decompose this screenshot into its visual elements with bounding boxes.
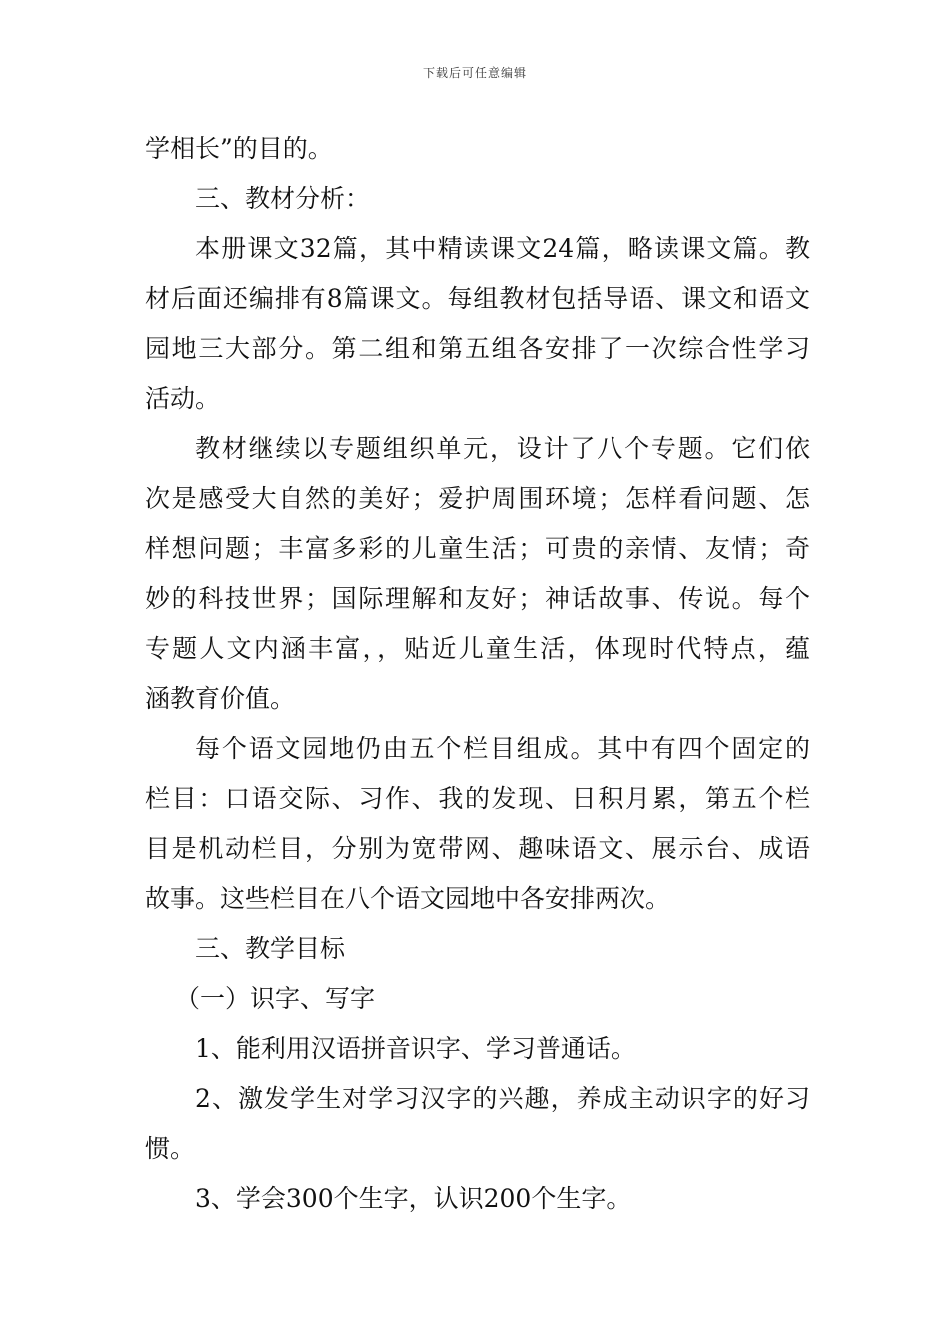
text-line: 目是机动栏目，分别为宽带网、趣味语文、展示台、成语 bbox=[145, 834, 810, 863]
paragraph-continuation bbox=[145, 124, 810, 174]
text-line: 专题人文内涵丰富，，贴近儿童生活，体现时代特点，蕴 bbox=[145, 634, 810, 663]
text-line: 1、能利用汉语拼音识字、学习普通话。 bbox=[195, 1034, 636, 1063]
paragraph-language-garden bbox=[145, 724, 810, 924]
text-line: 惯。 bbox=[145, 1134, 196, 1163]
subheading-line: （一）识字、写字 bbox=[175, 984, 376, 1013]
text-line: 妙的科技世界；国际理解和友好；神话故事、传说。每个 bbox=[145, 584, 810, 613]
document-body bbox=[145, 124, 810, 1224]
section-heading-teaching-goals bbox=[145, 924, 810, 974]
subheading-literacy-writing bbox=[145, 974, 810, 1024]
text-line: 本册课文32篇，其中精读课文24篇，略读课文篇。教 bbox=[195, 234, 810, 263]
text-line: 涵教育价值。 bbox=[145, 684, 296, 713]
text-line: 故事。这些栏目在八个语文园地中各安排两次。 bbox=[145, 884, 671, 913]
page-header: 下载后可任意编辑 bbox=[422, 66, 527, 80]
text-line: 3、学会300个生字，认识200个生字。 bbox=[195, 1184, 632, 1213]
text-line: 2、激发学生对学习汉字的兴趣，养成主动识字的好习 bbox=[195, 1084, 810, 1113]
heading-line: 三、教材分析： bbox=[195, 184, 371, 213]
list-item-3 bbox=[145, 1174, 810, 1224]
text-line: 每个语文园地仍由五个栏目组成。其中有四个固定的 bbox=[195, 734, 810, 763]
text-line: 活动。 bbox=[145, 384, 221, 413]
section-heading-textbook-analysis bbox=[145, 174, 810, 224]
text-line: 教材继续以专题组织单元，设计了八个专题。它们依 bbox=[195, 434, 810, 463]
paragraph-lesson-count bbox=[145, 224, 810, 424]
text-line: 学相长”的目的。 bbox=[145, 134, 333, 163]
text-line: 材后面还编排有8篇课文。每组教材包括导语、课文和语文 bbox=[145, 284, 810, 313]
text-line: 园地三大部分。第二组和第五组各安排了一次综合性学习 bbox=[145, 334, 810, 363]
heading-line: 三、教学目标 bbox=[195, 934, 346, 963]
text-line: 次是感受大自然的美好；爱护周围环境；怎样看问题、怎 bbox=[145, 484, 810, 513]
paragraph-topics bbox=[145, 424, 810, 724]
text-line: 样想问题；丰富多彩的儿童生活；可贵的亲情、友情；奇 bbox=[145, 534, 810, 563]
text-line: 栏目：口语交际、习作、我的发现、日积月累，第五个栏 bbox=[145, 784, 810, 813]
list-item-1 bbox=[145, 1024, 810, 1074]
list-item-2 bbox=[145, 1074, 810, 1174]
